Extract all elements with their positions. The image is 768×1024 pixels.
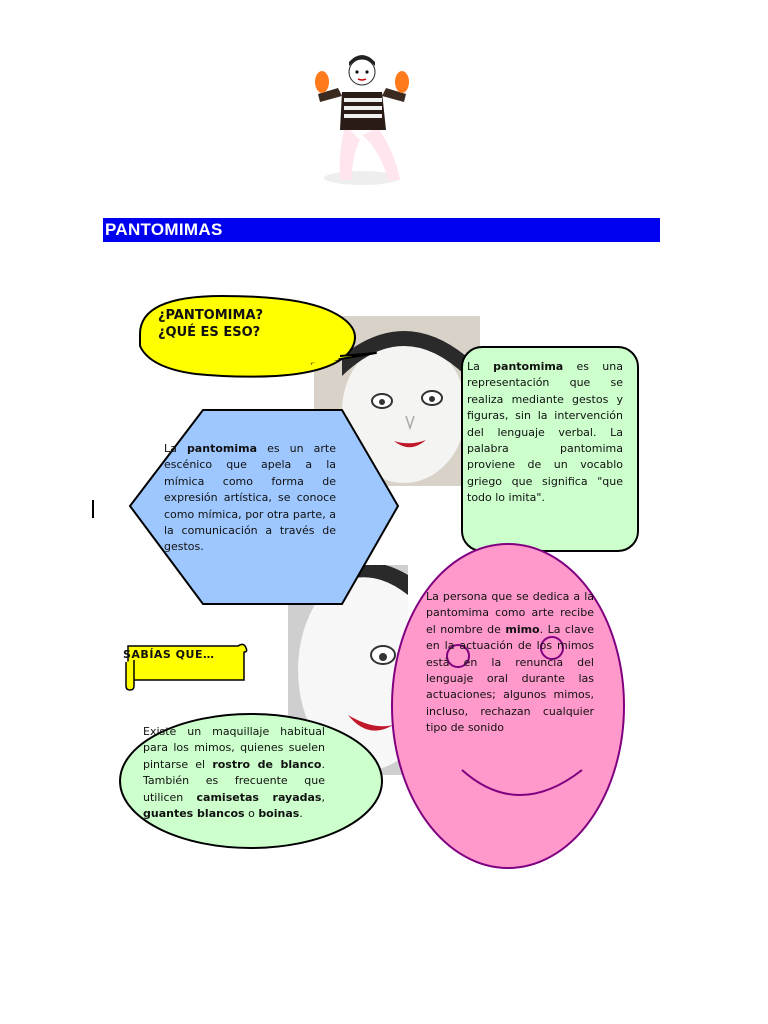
speech-bubble-line-2: ¿QUÉ ES ESO? (158, 325, 261, 340)
pink-oval-text (426, 589, 594, 737)
green-oval-text-part: Existe un maquillaje habitual para los mimos, quienes suelen pintarse el (143, 725, 325, 771)
green-oval-text-part: . (299, 807, 303, 821)
green-oval-text-part: o (244, 807, 259, 821)
hexagon-text (164, 441, 336, 556)
green-box-text-part: es una representación que se realiza mediante gestos y figuras, sin la intervención del lenguaje verbal. La palabra pantomima proviene de un vocablo griego que significa "que todo lo imita". (467, 360, 623, 505)
green-oval-bold-term: guantes blancos (143, 807, 245, 821)
green-oval-text (143, 724, 325, 822)
text-cursor (92, 500, 94, 518)
hexagon-text-part: La (164, 442, 187, 455)
speech-bubble-text (158, 307, 263, 341)
green-oval-text-part: . También es frecuente que utilicen (143, 757, 325, 804)
green-box-bold-term: pantomima (493, 360, 564, 373)
page-title: PANTOMIMAS (105, 220, 223, 239)
green-box-text (467, 359, 623, 507)
pink-oval-bold-term: mimo (505, 622, 540, 636)
green-oval-bold-term: rostro de blanco (212, 757, 322, 771)
speech-bubble-line-1: ¿PANTOMIMA? (158, 308, 264, 323)
scroll-banner-label: SABÍAS QUE… (123, 648, 215, 661)
hexagon-bold-term: pantomima (186, 442, 257, 455)
hexagon-text-part: es un arte escénico que apela a la mímica como forma de expresión artística, se conoce como mímica, por otra parte, a la comunicación a través de gestos. (164, 442, 336, 554)
pink-oval-text-part: . La clave en la actuación de los mimos está en la renuncia del lenguaje oral durante las actuaciones; algunos mimos, incluso, rechazan cualquier tipo de sonido (426, 622, 594, 735)
mime-figure-image (300, 40, 410, 190)
pink-oval-text-part: La persona que se dedica a la pantomima como arte recibe el nombre de (426, 590, 594, 636)
green-box-text-part: La (467, 360, 494, 373)
green-oval-bold-term: boinas (258, 807, 300, 821)
green-oval-bold-term: camisetas rayadas (196, 790, 322, 804)
green-oval-text-part: , (321, 790, 325, 804)
